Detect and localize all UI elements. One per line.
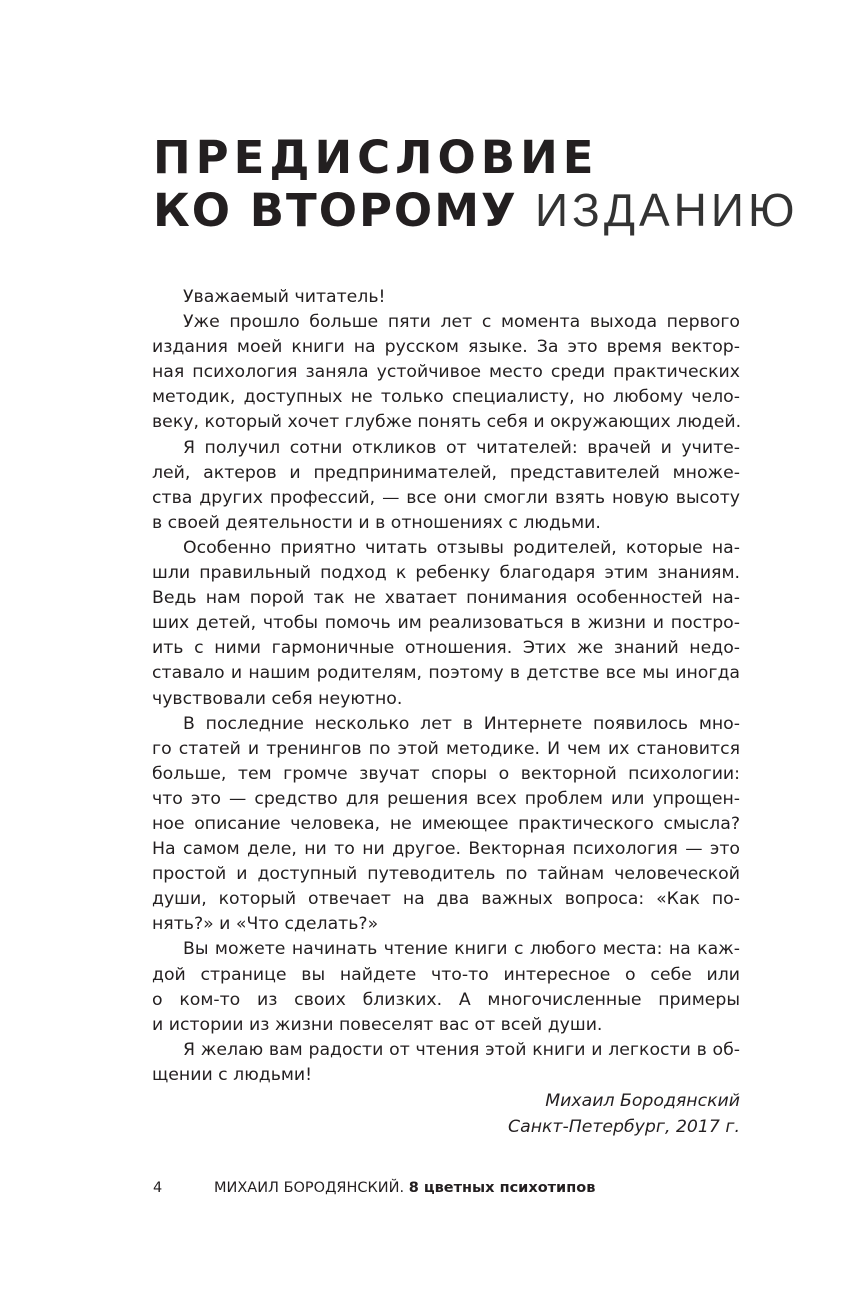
chapter-title-line1: ПРЕДИСЛОВИЕ bbox=[153, 131, 599, 184]
title-rest-text: ИЗДАНИЮ bbox=[534, 184, 799, 236]
paragraph bbox=[152, 1038, 740, 1088]
paragraph bbox=[152, 436, 740, 536]
paragraph bbox=[152, 285, 740, 310]
text-line: издания моей книги на русском языке. За это время вектор- bbox=[152, 337, 740, 358]
signature-place-date: Санкт-Петербург, 2017 г. bbox=[508, 1117, 740, 1137]
text-line: Вы можете начинать чтение книги с любого места: на каж- bbox=[183, 939, 740, 960]
paragraph bbox=[152, 536, 740, 712]
text-line: Я получил сотни откликов от читателей: врачей и учите- bbox=[183, 437, 740, 458]
signature-author: Михаил Бородянский bbox=[545, 1091, 740, 1111]
text-line: Уважаемый читатель! bbox=[183, 287, 386, 307]
text-line: дой странице вы найдете что-то интересное о себе или bbox=[152, 964, 740, 985]
text-line: го статей и тренингов по этой методике. И чем их становится bbox=[152, 738, 740, 759]
preface-body bbox=[152, 285, 740, 1088]
text-line: ставало и нашим родителям, поэтому в детстве все мы иногда bbox=[152, 663, 740, 684]
text-line: что это — средство для решения всех проблем или упрощен- bbox=[152, 788, 740, 809]
paragraph bbox=[152, 937, 740, 1037]
paragraph bbox=[152, 310, 740, 435]
text-line: Уже прошло больше пяти лет с момента выхода первого bbox=[183, 312, 740, 333]
text-line: ная психология заняла устойчивое место среди практических bbox=[152, 362, 740, 383]
text-line: На самом деле, ни то ни другое. Векторная психология — это bbox=[152, 839, 740, 860]
text-line: шли правильный подход к ребенку благодаря этим знаниям. bbox=[152, 563, 740, 584]
text-line: в своей деятельности и в отношениях с людьми. bbox=[152, 512, 601, 533]
text-line: ства других профессий, — все они смогли взять новую высоту bbox=[152, 487, 740, 508]
text-line: методик, доступных не только специалисту, но любому чело- bbox=[152, 387, 740, 408]
chapter-title-line2 bbox=[153, 184, 798, 237]
text-line: ить с ними гармоничные отношения. Этих же знаний недо- bbox=[152, 638, 740, 659]
footer-book-title: 8 цветных психотипов bbox=[408, 1180, 596, 1196]
paragraph bbox=[152, 712, 740, 938]
page-number: 4 bbox=[153, 1180, 163, 1196]
highlighted-title-text bbox=[153, 184, 518, 237]
text-line: о ком-то из своих близких. А многочисленные примеры bbox=[152, 989, 740, 1010]
text-line: Я желаю вам радости от чтения этой книги и легкости в об- bbox=[183, 1039, 740, 1060]
text-line: щении с людьми! bbox=[152, 1064, 313, 1085]
footer-author: МИХАИЛ БОРОДЯНСКИЙ. bbox=[214, 1180, 405, 1196]
text-line: больше, тем громче звучат споры о векторной психологии: bbox=[152, 763, 740, 784]
text-line: веку, который хочет глубже понять себя и окружающих людей. bbox=[152, 412, 742, 433]
text-line: Ведь нам порой так не хватает понимания особенностей на- bbox=[152, 588, 740, 609]
text-line: простой и доступный путеводитель по тайнам человеческой bbox=[152, 864, 740, 885]
text-line: В последние несколько лет в Интернете появилось мно- bbox=[183, 713, 740, 734]
text-line: Особенно приятно читать отзывы родителей, которые на- bbox=[183, 537, 740, 558]
text-line: души, который отвечает на два важных вопроса: «Как по- bbox=[152, 889, 740, 910]
text-line: чувствовали себя неуютно. bbox=[152, 688, 403, 709]
title-highlight-text: КО ВТОРОМУ bbox=[153, 184, 518, 237]
text-line: нять?» и «Что сделать?» bbox=[152, 914, 379, 935]
text-line: ших детей, чтобы помочь им реализоваться в жизни и постро- bbox=[152, 613, 740, 634]
text-line: ное описание человека, не имеющее практического смысла? bbox=[152, 813, 740, 834]
running-footer bbox=[214, 1180, 595, 1196]
text-line: лей, актеров и предпринимателей, представителей множе- bbox=[152, 462, 740, 483]
text-line: и истории из жизни повеселят вас от всей души. bbox=[152, 1014, 603, 1035]
